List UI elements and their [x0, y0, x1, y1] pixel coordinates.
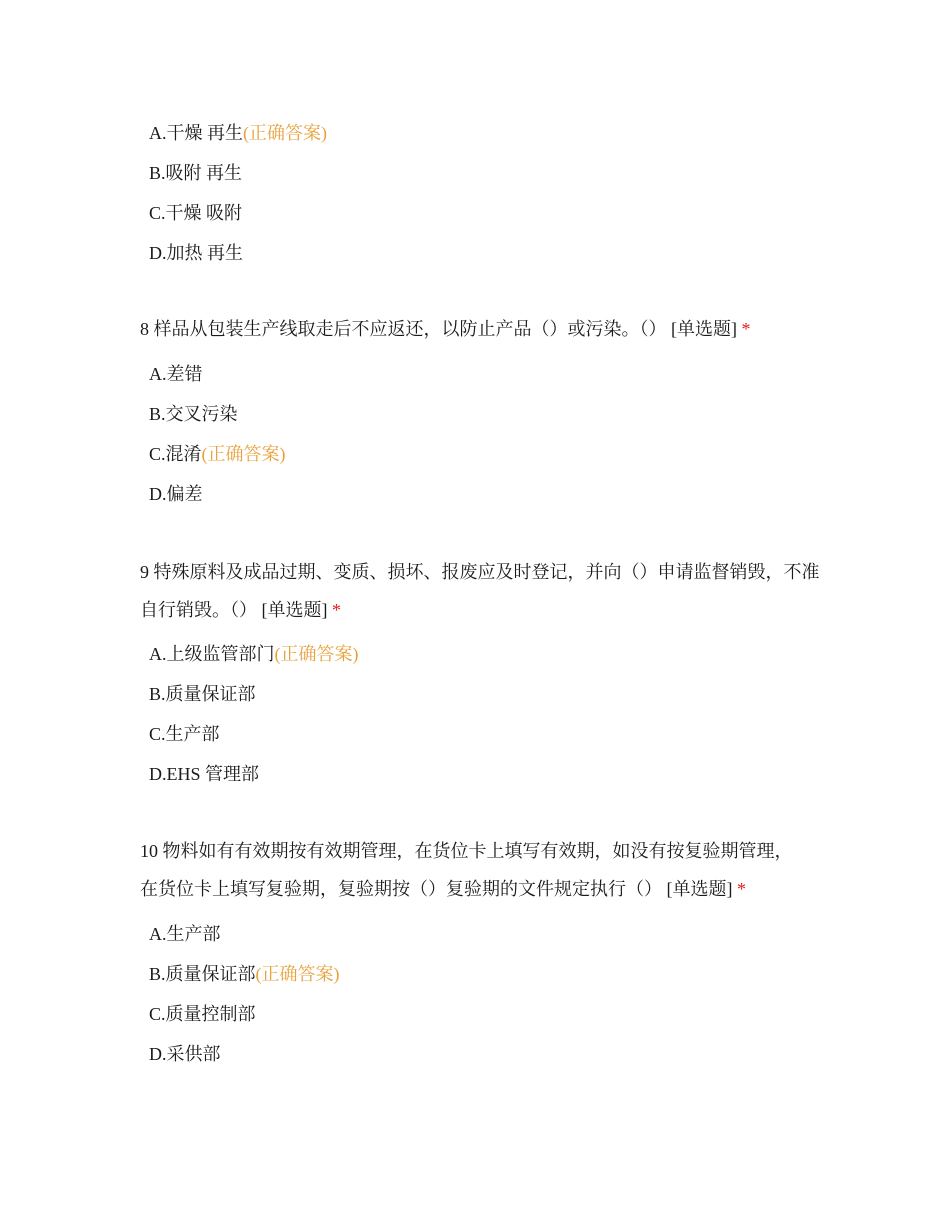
q10-option-b: B.质量保证部(正确答案) [149, 964, 340, 984]
q7-option-c: C.干燥 吸附 [149, 203, 243, 223]
q8-option-d: D.偏差 [149, 484, 203, 504]
q10-option-c: C.质量控制部 [149, 1004, 256, 1024]
q9-option-a: A.上级监管部门(正确答案) [149, 644, 359, 664]
q7-option-a: A.干燥 再生(正确答案) [149, 123, 327, 143]
q10-option-d: D.采供部 [149, 1044, 221, 1064]
question-9-text: 9 特殊原料及成品过期、变质、损坏、报废应及时登记，并向（）申请监督销毁，不准自行销毁。（） [单选题] [140, 562, 820, 620]
correct-answer-mark: (正确答案) [255, 964, 340, 984]
question-8 [140, 310, 820, 348]
required-mark: * [741, 319, 751, 339]
q8-option-c: C.混淆(正确答案) [149, 444, 286, 464]
correct-answer-mark: (正确答案) [243, 123, 327, 143]
q9-option-c: C.生产部 [149, 724, 220, 744]
q8-option-b: B.交叉污染 [149, 404, 238, 424]
required-mark: * [737, 879, 746, 899]
correct-answer-mark: (正确答案) [274, 644, 359, 664]
q10-option-a: A.生产部 [149, 924, 221, 944]
q7-option-b: B.吸附 再生 [149, 163, 243, 183]
q7-option-d: D.加热 再生 [149, 243, 243, 263]
question-8-text: 8 样品从包装生产线取走后不应返还，以防止产品（）或污染。（） [单选题] [140, 319, 737, 339]
question-9 [140, 553, 820, 629]
question-10-text: 10 物料如有有效期按有效期管理，在货位卡上填写有效期，如没有按复验期管理，在货位卡上填写复验期，复验期按（）复验期的文件规定执行（） [单选题] [140, 841, 793, 899]
required-mark: * [332, 600, 341, 620]
q8-option-a: A.差错 [149, 364, 203, 384]
q9-option-b: B.质量保证部 [149, 684, 256, 704]
question-10 [140, 832, 810, 908]
q9-option-d: D.EHS 管理部 [149, 764, 260, 784]
correct-answer-mark: (正确答案) [201, 444, 286, 464]
